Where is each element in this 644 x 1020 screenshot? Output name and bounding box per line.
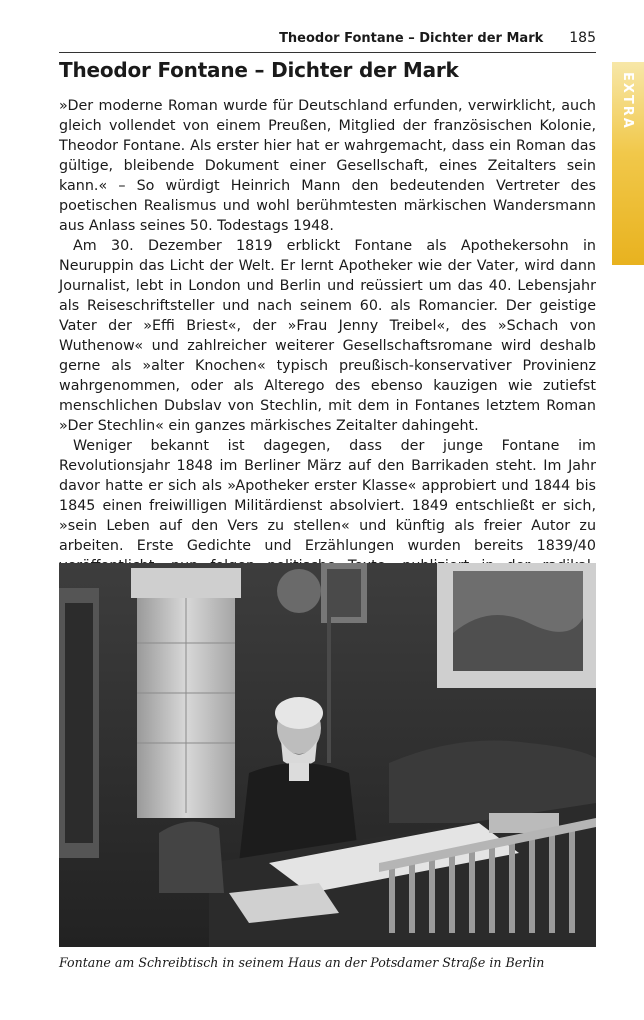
page-number: 185: [569, 30, 596, 46]
article-body: [59, 96, 596, 616]
running-title: Theodor Fontane – Dichter der Mark: [279, 31, 544, 46]
fontane-desk-photo: [59, 563, 596, 947]
photo-caption: Fontane am Schreibtisch in seinem Haus an der Potsdamer Straße in Berlin: [59, 955, 545, 970]
paragraph-3: Weniger bekannt ist dagegen, dass der junge Fontane im Revolutionsjahr 1848 im Berliner März auf den Barrikaden steht. Im Jahr davor hatte er sich als »Apotheker erster Klasse« approbiert und 1844 bis 1845 einen freiwilligen Militärdienst absolviert. 1849 entschließt er sich, »sein Leben auf den Vers zu stellen« und künftig als freier Autor zu arbeiten. Erste Gedichte und Erzählungen wurden bereits 1839/40: [59, 438, 596, 554]
running-head: [59, 30, 596, 53]
paragraph-2: Am 30. Dezember 1819 erblickt Fontane als Apothekersohn in Neuruppin das Licht der Welt. Er lernt Apotheker wie der Vater, wird dann Journalist, lebt in London und Berlin und reüssiert um das 40. Lebensjahr als Reiseschriftsteller und nach seinem 60. als Romancier. Der geistige Vater der »Effi Briest«, der »Frau Jenny Treibel«, des »Schach von Wuthenow« und zahlreicher weiterer Gesellschaftsromane wird deshalb gerne als »alter Knochen« typisch preußisch-konservativer Provinienz wahrgenommen, oder als Alterego des ebenso kauzigen wie zutiefst menschlichen Dubslav von Stechlin, mit dem in Fontanes letztem Roman »Der Stechlin« ein ganzes märkisches Zeitalter dahingeht.: [59, 238, 596, 434]
article-title: Theodor Fontane – Dichter der Mark: [59, 58, 459, 82]
extra-tab-label: EXTRA: [620, 72, 635, 130]
extra-section-tab: [612, 62, 644, 265]
photo-illustration: [59, 563, 596, 947]
paragraph-1: »Der moderne Roman wurde für Deutschland erfunden, verwirklicht, auch gleich vollendet von einem Preußen, Mitglied der französischen Kolonie, Theodor Fontane. Als erster hier hat er wahrgemacht, dass ein Roman das gültige, bleibende Dokument einer Gesellschaft, eines Zeitalters sein kann.« – So würdigt Heinrich Mann den bedeutenden Vertreter des poetischen Realismus und wohl berühmtesten märkischen Wandersmann aus Anlass seines 50. Todestags 1948.: [59, 98, 596, 234]
